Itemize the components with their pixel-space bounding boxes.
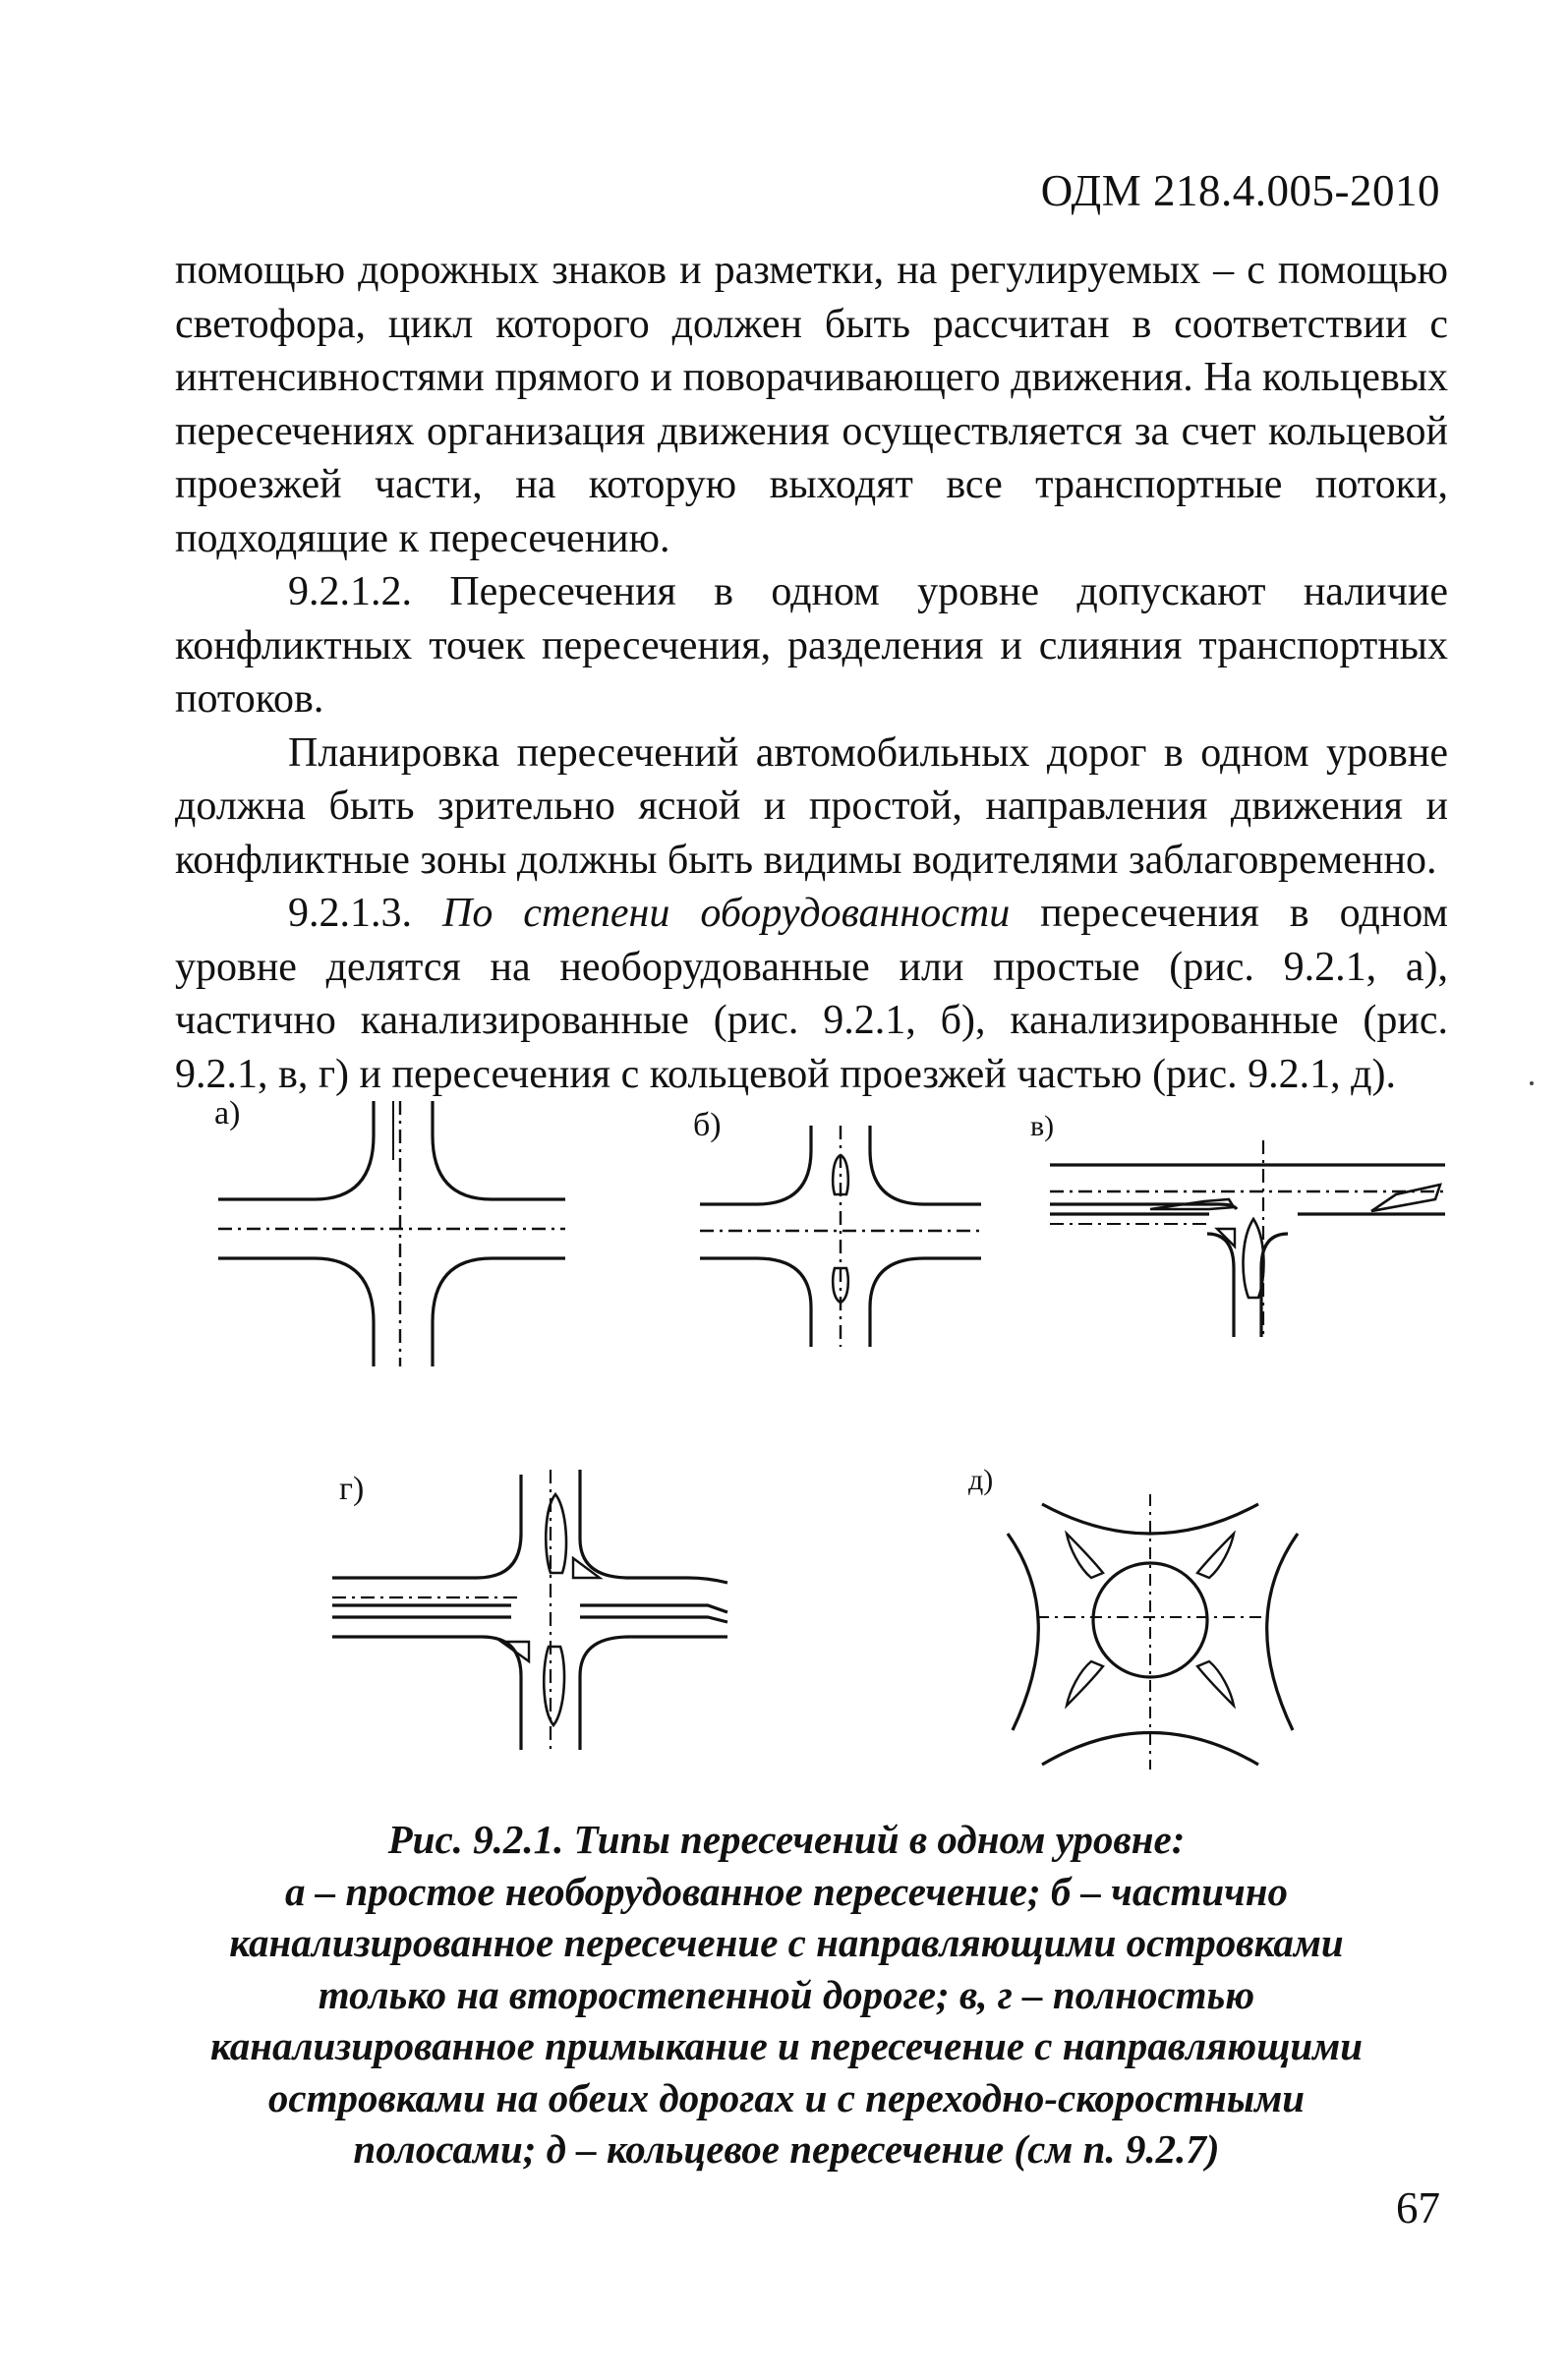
- label-v: в): [1030, 1110, 1055, 1142]
- caption-line-3: канализированное пересечение с направляющими островками: [229, 1920, 1344, 1965]
- diagram-v-channelized-t-junction: [1030, 1110, 1445, 1337]
- paragraph-4-lead: 9.2.1.3.: [288, 891, 442, 936]
- caption-line-6: островками на обеих дорогах и с переходно-скоростными: [267, 2074, 1306, 2120]
- diagram-a-simple-intersection: [214, 1095, 565, 1366]
- paragraph-4-rest: пересечения в одном уровне делятся на необорудованные или простые (рис. 9.2.1, а), частично канализированные (рис. 9.2.1, б), канализированные (рис. 9.2.1, в, г) и пересечения с кольцевой проезжей частью (рис. 9.2.1, д).: [175, 891, 1448, 1097]
- document-code-header: ОДМ 218.4.005-2010: [1040, 166, 1440, 215]
- label-a: а): [214, 1095, 241, 1132]
- caption-line-7: полосами; д – кольцевое пересечение (см п. 9.2.7): [353, 2126, 1220, 2172]
- figure-9-2-1: [0, 1062, 1568, 1789]
- label-d: д): [968, 1464, 994, 1496]
- paragraph-2: 9.2.1.2. Пересечения в одном уровне допускают наличие конфликтных точек пересечения, разделения и слияния транспортных потоков.: [175, 569, 1448, 722]
- label-g: г): [339, 1471, 365, 1507]
- body-text: [175, 244, 1448, 1101]
- page-number: 67: [1396, 2183, 1440, 2233]
- caption-line-1: Рис. 9.2.1. Типы пересечений в одном уровне:: [387, 1817, 1186, 1862]
- diagram-g-channelized-intersection: [332, 1470, 727, 1750]
- diagram-b-partially-channelized: [693, 1107, 981, 1347]
- label-b: б): [693, 1107, 722, 1143]
- intersection-diagrams: [0, 1062, 1568, 1789]
- caption-line-5: канализированное примыкание и пересечение с направляющими: [209, 2023, 1364, 2068]
- diagram-d-roundabout: [968, 1464, 1298, 1770]
- figure-caption: [147, 1814, 1425, 2176]
- caption-line-4: только на второстепенной дороге; в, г – полностью: [318, 1971, 1255, 2017]
- paragraph-1: помощью дорожных знаков и разметки, на регулируемых – с помощью светофора, цикл которого должен быть рассчитан в соответствии с интенсивностями прямого и поворачивающего движения. На кольцевых пересечениях организация движения осуществляется за счет кольцевой проезжей части, на которую выходят все транспортные потоки, подходящие к пересечению.: [175, 248, 1448, 561]
- caption-line-2: а – простое необорудованное пересечение; б – частично: [284, 1868, 1289, 1914]
- paragraph-4-italic: По степени оборудованности: [441, 891, 1011, 936]
- paragraph-3: Планировка пересечений автомобильных дорог в одном уровне должна быть зрительно ясной и простой, направления движения и конфликтные зоны должны быть видимы водителями заблаговременно.: [175, 729, 1448, 883]
